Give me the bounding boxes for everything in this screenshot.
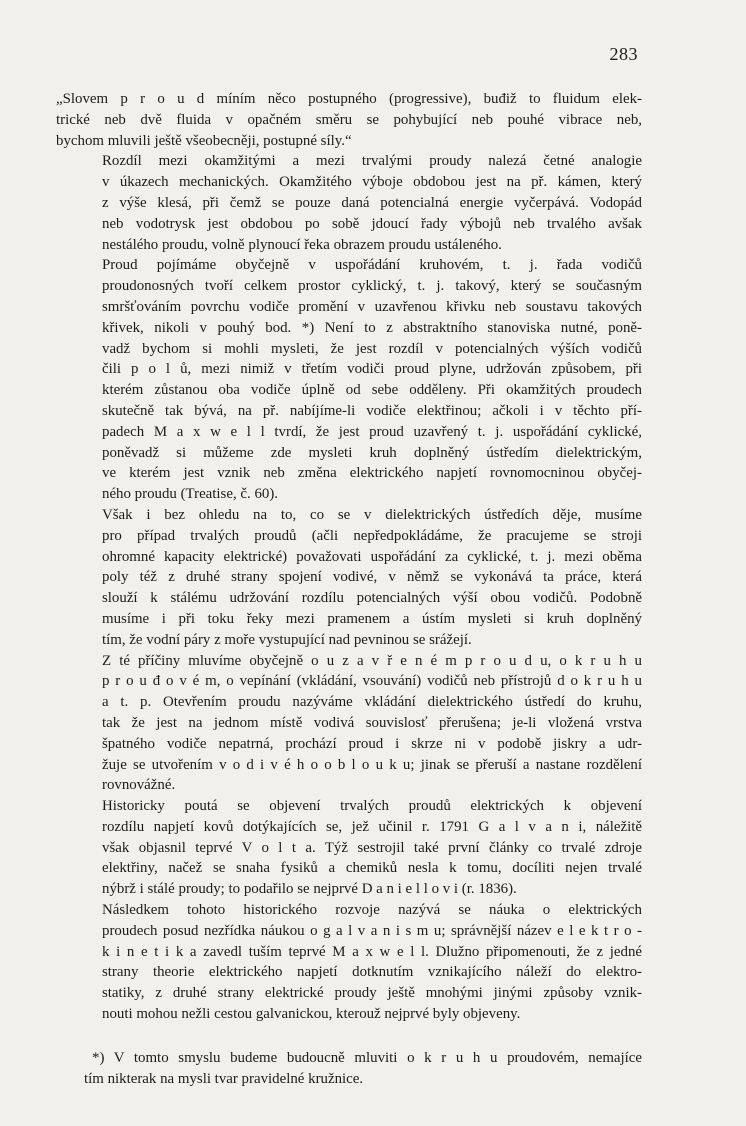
text-line: nouti mohou nežli cestou galvanickou, kterouž nejprvé byly objeveny. [102,1006,521,1023]
text-line: Historicky poutá se objevení trvalých proudů elektrických k objevení [102,798,642,815]
text-line: však objasnil teprvé V o l t a. Týž sestrojil také první články co trvalé zdroje [102,839,642,856]
paragraph-1 [56,89,642,151]
text-line: proudonosných tvoří celkem prostor cyklický, t. j. takový, který se současným [102,278,642,295]
text-line: z výše klesá, při čemž se pouze daná potencialná energie vyčerpává. Vodopád [102,194,642,211]
paragraph-5 [56,651,642,797]
text-line: strany theorie elektrického napjetí dotknutím vznikajícího náleží do elektro- [102,964,642,981]
text-line: padech M a x w e l l tvrdí, že jest proud uzavřený t. j. uspořádání cyklické, [102,423,642,440]
text-line: Však i bez ohledu na to, co se v dielektrických ústředích děje, musíme [102,506,642,523]
text-line: bychom mluvili ještě všeobecněji, postupné síly.“ [56,132,352,149]
body-text [56,89,642,1025]
text-line: skutečně tak bývá, na př. nabíjíme-li vodiče elektřinou; ačkoli i v těchto pří- [102,402,642,419]
page-number: 283 [609,44,638,64]
text-line: rovnovážné. [102,777,176,794]
text-line: nestálého proudu, volně plynoucí řeka obrazem proudu ustáleného. [102,236,502,253]
text-line: čili p o l ů, mezi nimiž v třetím vodiči proud plyne, udržován způsobem, při [102,361,642,378]
text-line: křivek, nikoli v pouhý bod. *) Není to z abstraktního stanoviska nutné, poně- [102,319,642,336]
text-line: smršťováním povrchu vodiče promění v uzavřenou křivku neb soustavu takových [102,298,642,315]
text-line: musíme i při toku řeky mezi pramenem a ústím mysleti si kruh doplněný [102,610,642,627]
text-line: p r o u đ o v é m, o vepínání (vkládání, vsouvání) vodičů neb přístrojů d o k r u h u [102,673,642,690]
paragraph-4 [56,505,642,651]
paragraph-2 [56,151,642,255]
paragraph-3 [56,255,642,505]
text-line: tím, že vodní páry z moře vystupující nad pevninou se srážejí. [102,631,472,648]
text-line: pro případ trvalých proudů (ačli nepředpokládáme, že pracujeme se stroji [102,527,642,544]
text-line: neb vodotrysk jest obdobou po sobě jdoucí řady výbojů neb trvalého avšak [102,215,642,232]
text-line: žuje se utvořením v o d i v é h o o b l o u k u; jinak se přeruší a nastane rozdělení [102,756,642,773]
text-line: poněvadž si můžeme zde mysleti kruh doplněný ústředím dielektrickým, [102,444,642,461]
text-line: rozdílu napjetí kovů dotýkajících se, jež učinil r. 1791 G a l v a n i, náležitě [102,818,642,835]
footnote-line: *) V tomto smyslu budeme budoucně mluviti o k r u h u proudovém, nemajíce [92,1050,642,1066]
text-line: ve kterém jest vznik neb změna elektrického napjetí rovnomocninou obyčej- [102,465,642,482]
paragraph-6 [56,796,642,900]
text-line: špatného vodiče nepatrná, prochází proud i skrze ni v podobě jiskry a udr- [102,735,642,752]
text-line: v úkazech mechanických. Okamžitého výboje obdobou jest na př. kámen, který [102,174,642,191]
text-line: „Slovem p r o u d míním něco postupného (progressive), buđiž to fluidum elek- [56,91,642,107]
text-line: trické neb dvě fluida v opačném směru se pohybující neb pouhé vibrace neb, [56,111,642,128]
text-line: Proud pojímáme obyčejně v uspořádání kruhovém, t. j. řada vodičů [102,257,642,274]
text-line: Z té příčiny mluvíme obyčejně o u z a v ř e n é m p r o u d u, o k r u h u [102,652,642,669]
text-line: statiky, z druhé strany elektrické proudy ještě mnohými jinými způsoby vznik- [102,985,642,1002]
text-line: poly též z druhé strany spojení vodivé, v němž se vykonává ta práce, která [102,569,642,586]
text-line: ohromné kapacity elektrické) považovati uspořádání za cyklické, t. j. mezi oběma [102,548,642,565]
footnote-line: tím nikterak na mysli tvar pravidelné kružnice. [84,1070,364,1087]
text-line: kterém zůstanou oba vodiče úplně od sebe odděleny. Při okamžitých proudech [102,382,642,399]
text-line: vadž bychom si mohli mysleti, že jest rozdíl v potencialných výších vodičů [102,340,642,357]
text-line: Následkem tohoto historického rozvoje nazývá se náuka o elektrických [102,902,642,919]
text-line: proudech posud nezřídka náukou o g a l v a n i s m u; správnější název e l e k t r o - [102,922,642,939]
text-line: slouží k stálému udržování rozdílu potencialných výší obou vodičů. Podobně [102,590,642,607]
text-line: elektřiny, načež se snaha fysiků a chemiků nesla k tomu, docíliti nejen trvalé [102,860,642,877]
text-line: nýbrž i stálé proudy; to podařilo se nejprvé D a n i e l l o v i (r. 1836). [102,881,517,898]
footnote [56,1048,642,1090]
text-line: ného proudu (Treatise, č. 60). [102,486,279,503]
paragraph-7 [56,900,642,1025]
text-line: a t. p. Otevřením proudu nazýváme vkládání dielektrického ústředí do kruhu, [102,694,642,711]
text-line: Rozdíl mezi okamžitými a mezi trvalými proudy nalezá četné analogie [102,153,642,170]
text-line: tak že jest na jednom místě vodivá souvislosť přerušena; je-li vložená vrstva [102,714,642,731]
text-line: k i n e t i k a zavedl tuším teprvé M a x w e l l. Dlužno připomenouti, že z jedné [102,943,642,960]
